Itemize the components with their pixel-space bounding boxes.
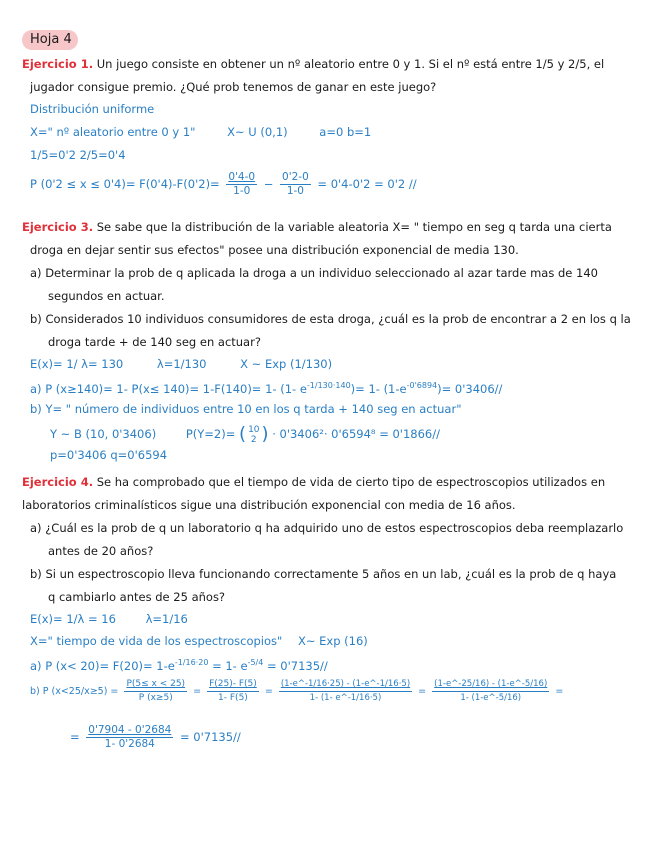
ex3-part-a-line-1: a) Determinar la prob de q aplicada la droga a un individuo seleccionado al azar tarde mas de 140 (30, 266, 598, 280)
ex3-solution-b-binomial: Y ~ B (10, 0'3406) P(Y=2)= ( 10 2 ) · 0'3406²· 0'6594⁸ = 0'1866// (50, 423, 440, 445)
ex3-part-b-line-1: b) Considerados 10 individuos consumidores de esta droga, ¿cuál es la prob de encontrar a 2 en los q la (30, 312, 631, 326)
ex3-label: Ejercicio 3. (22, 220, 94, 234)
ex4-fraction-expanded: $\frac{(1-e\^{}-1/16\cdot 25) - (1-e\^{}-1/16\cdot 5)}{1- (1- e\^{}-1/16\cdot 5)}$ (280, 679, 411, 703)
ex4-part-a-line-2: antes de 20 años? (48, 544, 154, 558)
ex4-solution-a: a) P $(x< 20)= F(20)= 1-e^{-1/16\cdot 20} = 1-$ $e^{-5/4} = 0'7135//$ (30, 658, 328, 673)
ex3-part-a-line-2: segundos en actuar. (48, 289, 165, 303)
ex4-label: Ejercicio 4. (22, 475, 94, 489)
ex4-solution-b-final: = $\frac{0'7904 - 0'2684}{1- 0'2684}$ = 0'7135// (70, 724, 241, 750)
ex4-part-b-line-1: b) Si un espectroscopio lleva funcionando correctamente 5 años en un lab, ¿cuál es la prob de q haya (30, 567, 617, 581)
ex4-statement-line-1: Ejercicio 4. Se ha comprobado que el tiempo de vida de cierto tipo de espectroscopios utilizados en (22, 475, 606, 489)
ex1-label: Ejercicio 1. (22, 57, 94, 71)
ex4-parameters: E(x)= 1/λ = 16 λ=1/16 (30, 612, 188, 626)
ex3-solution-b-pq: p=0'3406 q=0'6594 (50, 448, 168, 462)
ex1-statement-line-1: Ejercicio 1. Un juego consiste en obtener un nº aleatorio entre 0 y 1. Si el nº está entre 1/5 y 2/5, el (22, 57, 605, 71)
ex1-distribution: Distribución uniforme (30, 102, 155, 116)
ex4-part-a-line-1: a) ¿Cuál es la prob de q un laboratorio q ha adquirido uno de estos espectroscopios deba reemplazarlo (30, 521, 624, 535)
ex1-probability-solution: P (0'2 ≤ x ≤ 0'4)= F(0'4)-F(0'2)= $\frac{0'4-0}{1-0}$ − $\frac{0'2-0}{1-0}$ = 0'4-0'2 = 0'2 // (30, 171, 417, 197)
ex4-fraction-final: $\frac{0'7904 - 0'2684}{1- 0'2684}$ (88, 724, 172, 750)
ex4-solution-b: b) P (x<25/x≥5) = $\frac{P(5\le x < 25)}{P (x\ge 5)}$ = $\frac{F(25)- F(5)}{1- F(5)}$ = $\frac{(1-e\^{}-1/16\cdot 25) - (1-e\^{}-1/16\cdot 5)}{1- (1- e\^{}-1/16\cdot 5)}$ = $\frac{(1-e\^{}-25/16) - (1-e\^{}-5/16)}{1- (1-e\^{}-5/16)}$ = (30, 679, 564, 703)
ex3-statement-line-1: Ejercicio 3. Se sabe que la distribución de la variable aleatoria X= " tiempo en seg q tarda una cierta (22, 220, 612, 234)
ex1-fraction-1: $\frac{0'4-0}{1-0}$ (228, 171, 256, 197)
ex4-variable-definition: X=" tiempo de vida de los espectroscopios" X~ Exp (16) (30, 634, 368, 648)
ex1-conversion: 1/5=0'2 2/5=0'4 (30, 148, 126, 162)
ex4-fraction-conditional: $\frac{P(5\le x < 25)}{P (x\ge 5)}$ (126, 679, 186, 703)
page-title: Hoja 4 (30, 32, 72, 47)
ex4-part-b-line-2: q cambiarlo antes de 25 años? (48, 590, 226, 604)
ex1-statement-line-2: jugador consigue premio. ¿Qué prob tenemos de ganar en este juego? (30, 80, 437, 94)
ex1-fraction-2: $\frac{0'2-0}{1-0}$ (282, 171, 309, 197)
ex1-variable-definition: X=" nº aleatorio entre 0 y 1" X~ U (0,1) a=0 b=1 (30, 125, 372, 139)
ex3-solution-a: a) P (x≥140)= 1- P(x≤ 140)= 1-F(140)= 1- (1- $e^{-1/130\cdot 140})= 1-$ $(1-e^{-0'6894})= 0'3406//$ (30, 381, 503, 396)
ex3-solution-b-definition: b) Y= " número de individuos entre 10 en los q tarda + 140 seg en actuar" (30, 402, 462, 416)
ex4-fraction-cdf: $\frac{F(25)- F(5)}{1- F(5)}$ (209, 679, 257, 703)
binomial-coefficient: 10 2 (248, 424, 260, 445)
ex3-parameters: E(x)= 1/ λ= 130 λ=1/130 X ~ Exp (1/130) (30, 357, 333, 371)
ex3-part-b-line-2: droga tarde + de 140 seg en actuar? (48, 335, 261, 349)
ex3-statement-line-2: droga en dejar sentir sus efectos" posee una distribución exponencial de media 130. (30, 243, 519, 257)
ex4-fraction-simplified: $\frac{(1-e\^{}-25/16) - (1-e\^{}-5/16)}{1- (1-e\^{}-5/16)}$ (434, 679, 548, 703)
ex4-statement-line-2: laboratorios criminalísticos sigue una distribución exponencial con media de 16 años. (22, 498, 516, 512)
